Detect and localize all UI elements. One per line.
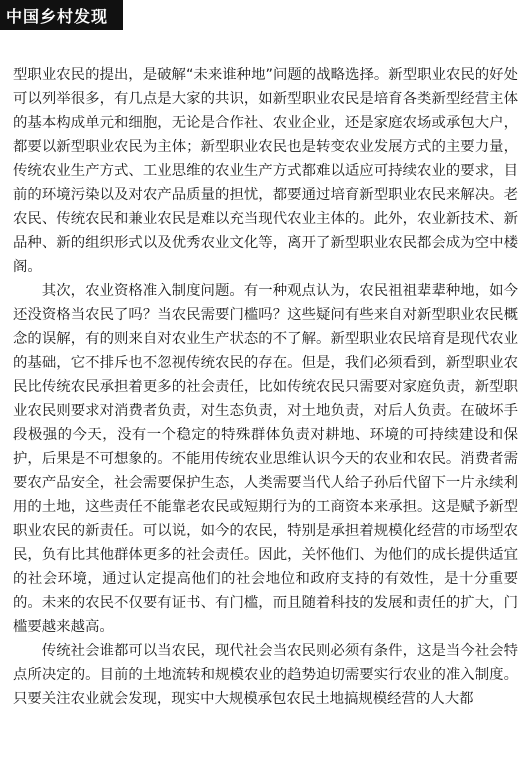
section-title: 中国乡村发现	[6, 6, 109, 26]
paragraph-2: 其次，农业资格准入制度问题。有一种观点认为，农民祖祖辈辈种地，如今还没资格当农民了吗？当农民需要门槛吗？这些疑问有些来自对新型职业农民概念的误解，有的则来自对农业生产状态的不了解。新型职业农民培育是现代农业的基础，它不排斥也不忽视传统农民的存在。但是，我们必须看到，新型职业农民比传统农民承担着更多的社会责任，比如传统农民只需要对家庭负责，新型职业农民则要求对消费者负责，对生态负责，对土地负责，对后人负责。在破坏手段极强的今天，没有一个稳定的特殊群体负责对耕地、环境的可持续建设和保护，后果是不可想象的。不能用传统农业思维认识今天的农业和农民。消费者需要农产品安全，社会需要保护生态，人类需要当代人给子孙后代留下一片永续利用的土地，这些责任不能靠老农民或短期行为的工商资本来承担。这是赋予新型职业农民的新责任。可以说，如今的农民，特别是承担着规模化经营的市场型农民，负有比其他群体更多的社会责任。因此，关怀他们、为他们的成长提供适宜的社会环境，通过认定提高他们的社会地位和政府支持的有效性，是十分重要的。未来的农民不仅要有证书、有门槛，而且随着科技的发展和责任的扩大，门槛要越来越高。	[13, 283, 518, 635]
paragraph-3: 传统社会谁都可以当农民，现代社会当农民则必须有条件，这是当今社会特点所决定的。目前的土地流转和规模农业的趋势迫切需要实行农业的准入制度。只要关注农业就会发现，现实中大规模承包农民土地搞规模经营的人大都	[13, 643, 518, 707]
article-body	[13, 63, 518, 711]
paragraph-1: 型职业农民的提出，是破解“未来谁种地”问题的战略选择。新型职业农民的好处可以列举很多，有几点是大家的共识，如新型职业农民是培育各类新型经营主体的基本构成单元和细胞，无论是合作社、农业企业，还是家庭农场或承包大户，都要以新型职业农民为主体；新型职业农民也是转变农业发展方式的主要力量，传统农业生产方式、工业思维的农业生产方式都难以适应可持续农业的要求，目前的环境污染以及对农产品质量的担忧，都要通过培育新型职业农民来解决。老农民、传统农民和兼业农民是难以充当现代农业主体的。此外，农业新技术、新品种、新的组织形式以及优秀农业文化等，离开了新型职业农民都会成为空中楼阁。	[13, 67, 518, 275]
section-header	[0, 0, 123, 30]
